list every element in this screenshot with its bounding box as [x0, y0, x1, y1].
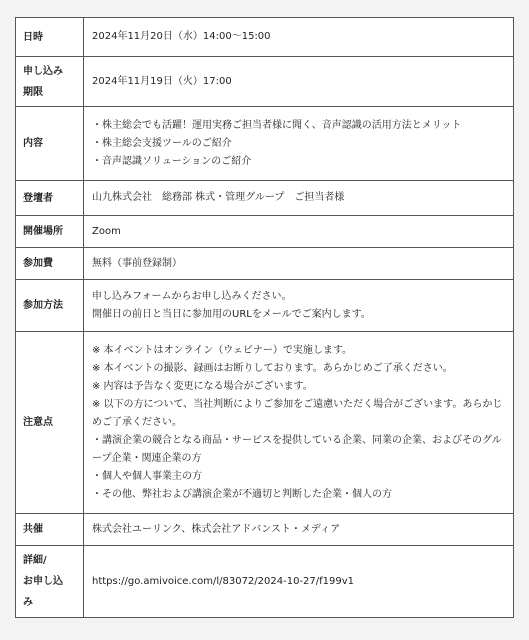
table-row-notes	[16, 332, 514, 514]
row-value	[84, 18, 514, 57]
table-row-deadline	[16, 57, 514, 107]
row-value	[84, 280, 514, 332]
row-label	[16, 57, 84, 107]
row-value	[84, 514, 514, 546]
label-text: 詳細/	[23, 555, 47, 566]
table-row-content	[16, 107, 514, 181]
row-label	[16, 18, 84, 57]
table-row-how-to-join	[16, 280, 514, 332]
label-text: 開催場所	[23, 226, 63, 237]
value-text: 山九株式会社 総務部 株式・管理グループ ご担当者様	[92, 192, 345, 203]
row-label	[16, 514, 84, 546]
event-info-table	[15, 17, 514, 618]
value-text: 申し込みフォームからお申し込みください。	[92, 290, 292, 302]
row-label	[16, 107, 84, 181]
event-info-container	[15, 17, 514, 618]
label-text: 日時	[23, 31, 43, 43]
value-text: ※ 本イベントはオンライン（ウェビナー）で実施します。	[92, 344, 353, 356]
label-text: 期限	[23, 86, 43, 98]
row-value	[84, 107, 514, 181]
details-link[interactable]: https://go.amivoice.com/l/83072/2024-10-27/f199v1	[92, 575, 355, 587]
row-value	[84, 248, 514, 280]
label-text: 注意点	[23, 417, 53, 428]
label-text: 内容	[23, 138, 43, 149]
label-text: お申し込	[23, 576, 63, 587]
row-value	[84, 57, 514, 107]
value-text: ・株主総会支援ツールのご紹介	[92, 137, 232, 149]
table-row-cohost	[16, 514, 514, 546]
value-text: ・講演企業の競合となる商品・サービスを提供している企業、同業の企業、およびそのグループ企業・関連企業の方	[92, 434, 502, 464]
row-label	[16, 181, 84, 216]
table-row-details	[16, 546, 514, 618]
value-text: 2024年11月20日（水）14:00～15:00	[92, 31, 271, 42]
table-row-datetime	[16, 18, 514, 57]
label-text: 申し込み	[23, 65, 63, 77]
row-value	[84, 181, 514, 216]
row-label	[16, 248, 84, 280]
label-text: み	[23, 597, 33, 608]
table-row-speaker	[16, 181, 514, 216]
label-text: 参加方法	[23, 300, 63, 311]
value-text: ・音声認識ソリューションのご紹介	[92, 155, 252, 167]
row-value	[84, 546, 514, 618]
value-text: ・その他、弊社および講演企業が不適切と判断した企業・個人の方	[92, 488, 392, 500]
label-text: 共催	[23, 524, 43, 535]
value-text: 2024年11月19日（火）17:00	[92, 75, 232, 87]
row-label	[16, 332, 84, 514]
value-text: ・株主総会でも活躍！運用実務ご担当者様に聞く、音声認識の活用方法とメリット	[92, 119, 462, 131]
value-text: ※ 内容は予告なく変更になる場合がございます。	[92, 380, 313, 392]
row-value	[84, 332, 514, 514]
value-text: Zoom	[92, 225, 121, 237]
value-text: ・個人や個人事業主の方	[92, 470, 202, 482]
value-text: ※ 本イベントの撮影、録画はお断りしております。あらかじめご了承ください。	[92, 362, 453, 374]
table-row-venue	[16, 216, 514, 248]
row-label	[16, 280, 84, 332]
value-text: ※ 以下の方について、当社判断によりご参加をご遠慮いただく場合がございます。あらかじめご了承ください。	[92, 398, 503, 428]
value-text: 開催日の前日と当日に参加用のURLをメールでご案内します。	[92, 308, 371, 320]
value-text: 無料（事前登録制）	[92, 257, 182, 269]
row-value	[84, 216, 514, 248]
label-text: 参加費	[23, 258, 53, 269]
row-label	[16, 216, 84, 248]
label-text: 登壇者	[23, 192, 53, 204]
table-row-fee	[16, 248, 514, 280]
row-label	[16, 546, 84, 618]
value-text: 株式会社ユーリンク、株式会社アドバンスト・メディア	[92, 523, 341, 535]
